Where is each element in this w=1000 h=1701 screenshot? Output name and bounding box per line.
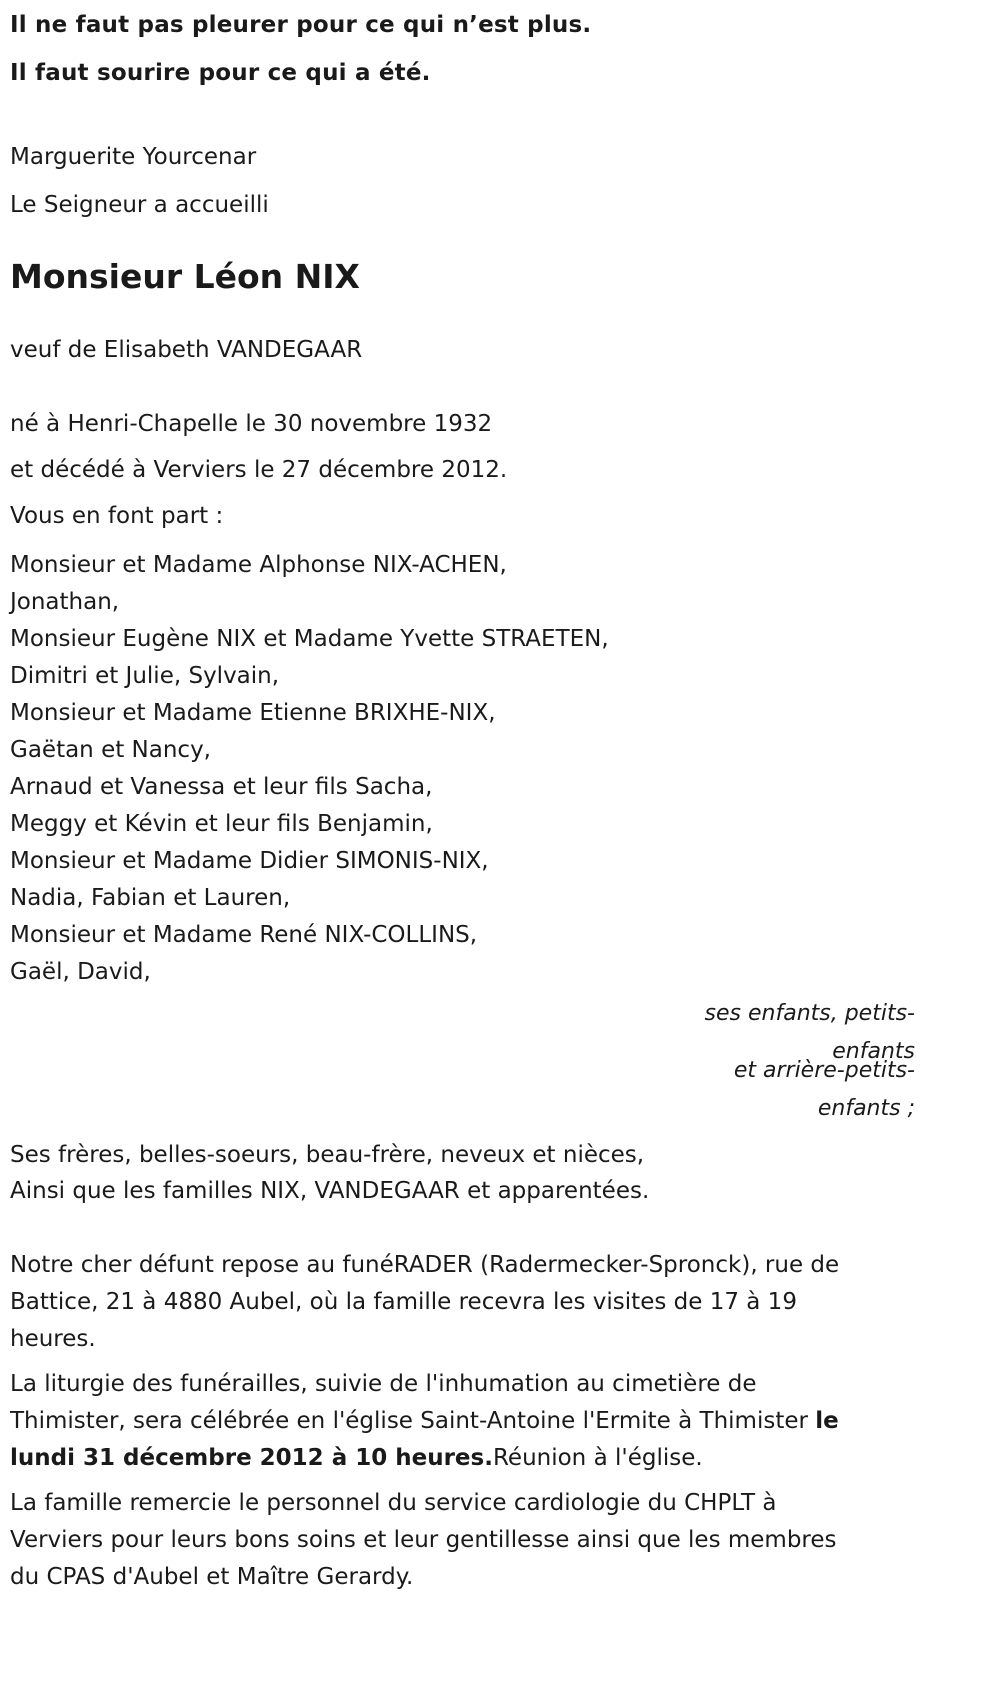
liturgy-line-2-bold: le (815, 1408, 839, 1434)
family-member: Arnaud et Vanessa et leur fils Sacha, (10, 774, 433, 800)
quote-line-1: Il ne faut pas pleurer pour ce qui n’est plus. (10, 12, 592, 38)
family-member: Monsieur et Madame Alphonse NIX-ACHEN, (10, 552, 507, 578)
thanks-paragraph (10, 1485, 915, 1596)
family-list (10, 547, 915, 991)
rest-paragraph (10, 1247, 915, 1358)
relation-line-1: ses enfants, petits- (704, 1001, 915, 1026)
family-member: Gaël, David, (10, 959, 151, 985)
liturgy-line-2 (10, 1403, 915, 1440)
relation-line-3: et arrière-petits- (733, 1058, 915, 1083)
intro-text: Le Seigneur a accueilli (10, 192, 269, 218)
liturgy-line-3 (10, 1440, 915, 1477)
quote-author: Marguerite Yourcenar (10, 144, 257, 170)
family-member: Gaëtan et Nancy, (10, 737, 211, 763)
family-member: Monsieur Eugène NIX et Madame Yvette STRAETEN, (10, 626, 609, 652)
family-member: Nadia, Fabian et Lauren, (10, 885, 291, 911)
thanks-line-2: Verviers pour leurs bons soins et leur gentillesse ainsi que les membres (10, 1527, 837, 1553)
deceased-name: Monsieur Léon NIX (10, 257, 360, 296)
quote-line-2: Il faut sourire pour ce qui a été. (10, 60, 431, 86)
siblings-block (10, 1137, 915, 1209)
family-member: Meggy et Kévin et leur fils Benjamin, (10, 811, 433, 837)
rest-line-1: Notre cher défunt repose au funéRADER (Radermecker-Spronck), rue de (10, 1252, 840, 1278)
relation-line-4: enfants ; (817, 1096, 915, 1121)
death-line: et décédé à Verviers le 27 décembre 2012. (10, 457, 508, 483)
family-member: Monsieur et Madame Etienne BRIXHE-NIX, (10, 700, 496, 726)
rest-line-2: Battice, 21 à 4880 Aubel, où la famille recevra les visites de 17 à 19 (10, 1289, 797, 1315)
thanks-line-1: La famille remercie le personnel du service cardiologie du CHPLT à (10, 1490, 777, 1516)
relation-line-2: enfants (832, 1039, 915, 1064)
liturgy-line-2-text: Thimister, sera célébrée en l'église Saint-Antoine l'Ermite à Thimister (10, 1408, 816, 1434)
family-member: Monsieur et Madame René NIX-COLLINS, (10, 922, 478, 948)
liturgy-line-1: La liturgie des funérailles, suivie de l'inhumation au cimetière de (10, 1371, 757, 1397)
family-member: Monsieur et Madame Didier SIMONIS-NIX, (10, 848, 489, 874)
rest-line-3: heures. (10, 1326, 96, 1352)
liturgy-line-3-text: Réunion à l'église. (492, 1445, 703, 1471)
family-member: Dimitri et Julie, Sylvain, (10, 663, 280, 689)
siblings-line: Ses frères, belles-soeurs, beau-frère, neveux et nièces, (10, 1142, 645, 1168)
thanks-line-3: du CPAS d'Aubel et Maître Gerardy. (10, 1564, 414, 1590)
family-member: Jonathan, (10, 589, 120, 615)
announce-line: Vous en font part : (10, 503, 224, 529)
liturgy-date-bold: lundi 31 décembre 2012 à 10 heures. (10, 1445, 493, 1471)
obituary-page (10, 0, 915, 1596)
birth-line: né à Henri-Chapelle le 30 novembre 1932 (10, 411, 493, 437)
siblings-line: Ainsi que les familles NIX, VANDEGAAR et apparentées. (10, 1178, 650, 1204)
relation-note (10, 1001, 915, 1133)
widower-line: veuf de Elisabeth VANDEGAAR (10, 337, 363, 363)
liturgy-paragraph (10, 1366, 915, 1477)
